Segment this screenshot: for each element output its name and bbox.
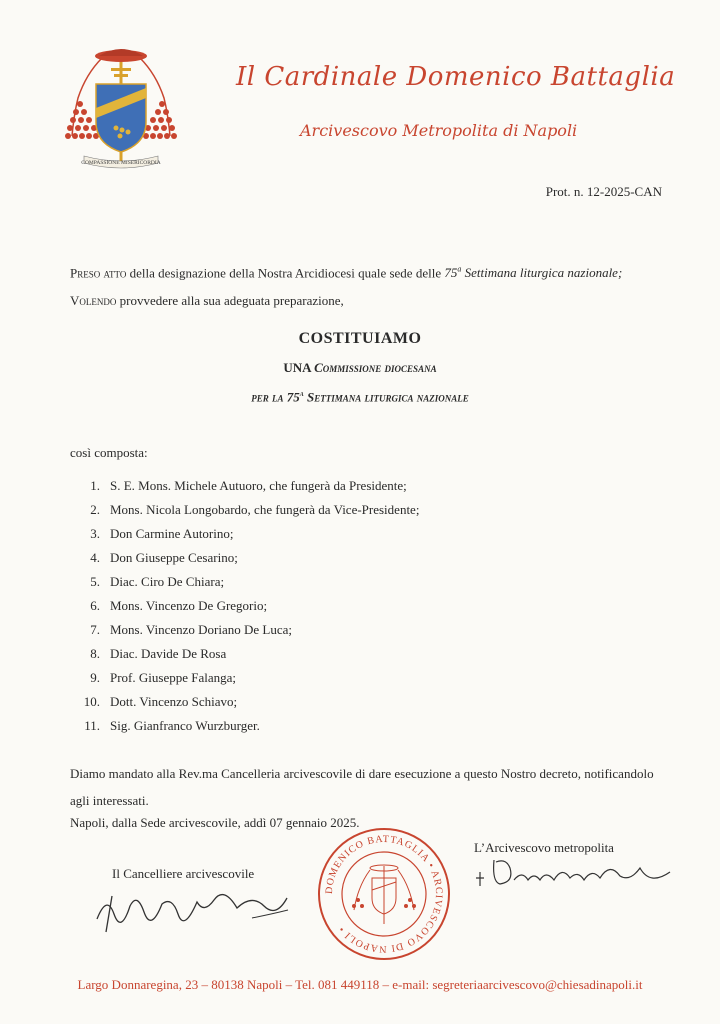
intro-line-1: Preso atto della designazione della Nostra Arcidiocesi quale sede delle 75$^a$ Settimana liturgica nazionale; — [70, 265, 623, 281]
member-number: 7. — [90, 622, 100, 637]
place-date: Napoli, dalla Sede arcivescovile, addì 07 gennaio 2025. — [70, 815, 360, 830]
protocol-number: Prot. n. 12-2025-CAN — [545, 184, 662, 199]
archdiocese-seal-icon — [316, 826, 452, 962]
member-name: Diac. Ciro De Chiara; — [110, 574, 225, 589]
member-name: Dott. Vincenzo Schiavo; — [110, 694, 238, 709]
member-number: 2. — [90, 502, 100, 517]
member-item — [76, 498, 419, 522]
decree-heading: COSTITUIAMO — [298, 330, 422, 347]
member-item — [76, 546, 419, 570]
member-number: 3. — [90, 526, 100, 541]
event-heading: per la 75$^a$ Settimana liturgica nazionale — [251, 389, 469, 405]
member-number: 9. — [90, 670, 100, 685]
cardinal-subtitle: Arcivescovo Metropolita di Napoli — [300, 121, 578, 140]
member-number: 5. — [90, 574, 100, 589]
member-name: Mons. Vincenzo Doriano De Luca; — [110, 622, 293, 637]
archbishop-label: L’Arcivescovo metropolita — [474, 840, 614, 855]
member-name: Prof. Giuseppe Falanga; — [110, 670, 237, 685]
chancellor-label: Il Cancelliere arcivescovile — [112, 866, 255, 881]
mandate-paragraph: Diamo mandato alla Rev.ma Cancelleria arcivescovile di dare esecuzione a questo Nostro decreto, notificandolo agli interessati. — [70, 766, 654, 808]
coat-of-arms-icon — [64, 44, 178, 186]
footer-address: Largo Donnaregina, 23 – 80138 Napoli – Tel. 081 449118 – e-mail: segreteriaarcivescovo@chiesadinapoli.it — [77, 977, 643, 992]
member-name: Mons. Nicola Longobardo, che fungerà da Vice-Presidente; — [110, 502, 420, 517]
intro-paragraph — [70, 256, 670, 315]
intro-line-2: Volendo provvedere alla sua adeguata preparazione, — [70, 293, 344, 309]
member-name: Don Giuseppe Cesarino; — [110, 550, 238, 565]
chancellor-signature-icon — [92, 884, 292, 934]
member-name: S. E. Mons. Michele Autuoro, che fungerà da Presidente; — [110, 478, 407, 493]
member-name: Diac. Davide De Rosa — [110, 646, 227, 661]
cardinal-title: Il Cardinale Domenico Battaglia — [236, 62, 676, 92]
member-item — [76, 714, 419, 738]
motto-text: COMPASSIONE MISERICORDIA — [81, 160, 161, 166]
member-number: 11. — [84, 718, 100, 733]
member-number: 1. — [90, 478, 100, 493]
seal-text: DOMENICO BATTAGLIA • ARCIVESCOVO DI NAPOLI • — [323, 833, 445, 955]
member-item — [76, 570, 419, 594]
member-item — [76, 594, 419, 618]
commission-heading: UNA Commissione diocesana — [283, 360, 437, 375]
member-item — [76, 666, 419, 690]
composition-label: così composta: — [70, 445, 148, 460]
member-name: Sig. Gianfranco Wurzburger. — [110, 718, 260, 733]
member-number: 10. — [83, 694, 100, 709]
member-item — [76, 522, 419, 546]
member-item — [76, 618, 419, 642]
member-number: 6. — [90, 598, 100, 613]
member-item — [76, 690, 419, 714]
member-item — [76, 642, 419, 666]
archbishop-signature-icon — [470, 852, 680, 898]
member-item — [76, 474, 419, 498]
member-number: 4. — [90, 550, 100, 565]
members-list — [76, 474, 419, 738]
member-number: 8. — [90, 646, 100, 661]
member-name: Don Carmine Autorino; — [110, 526, 234, 541]
member-name: Mons. Vincenzo De Gregorio; — [110, 598, 268, 613]
